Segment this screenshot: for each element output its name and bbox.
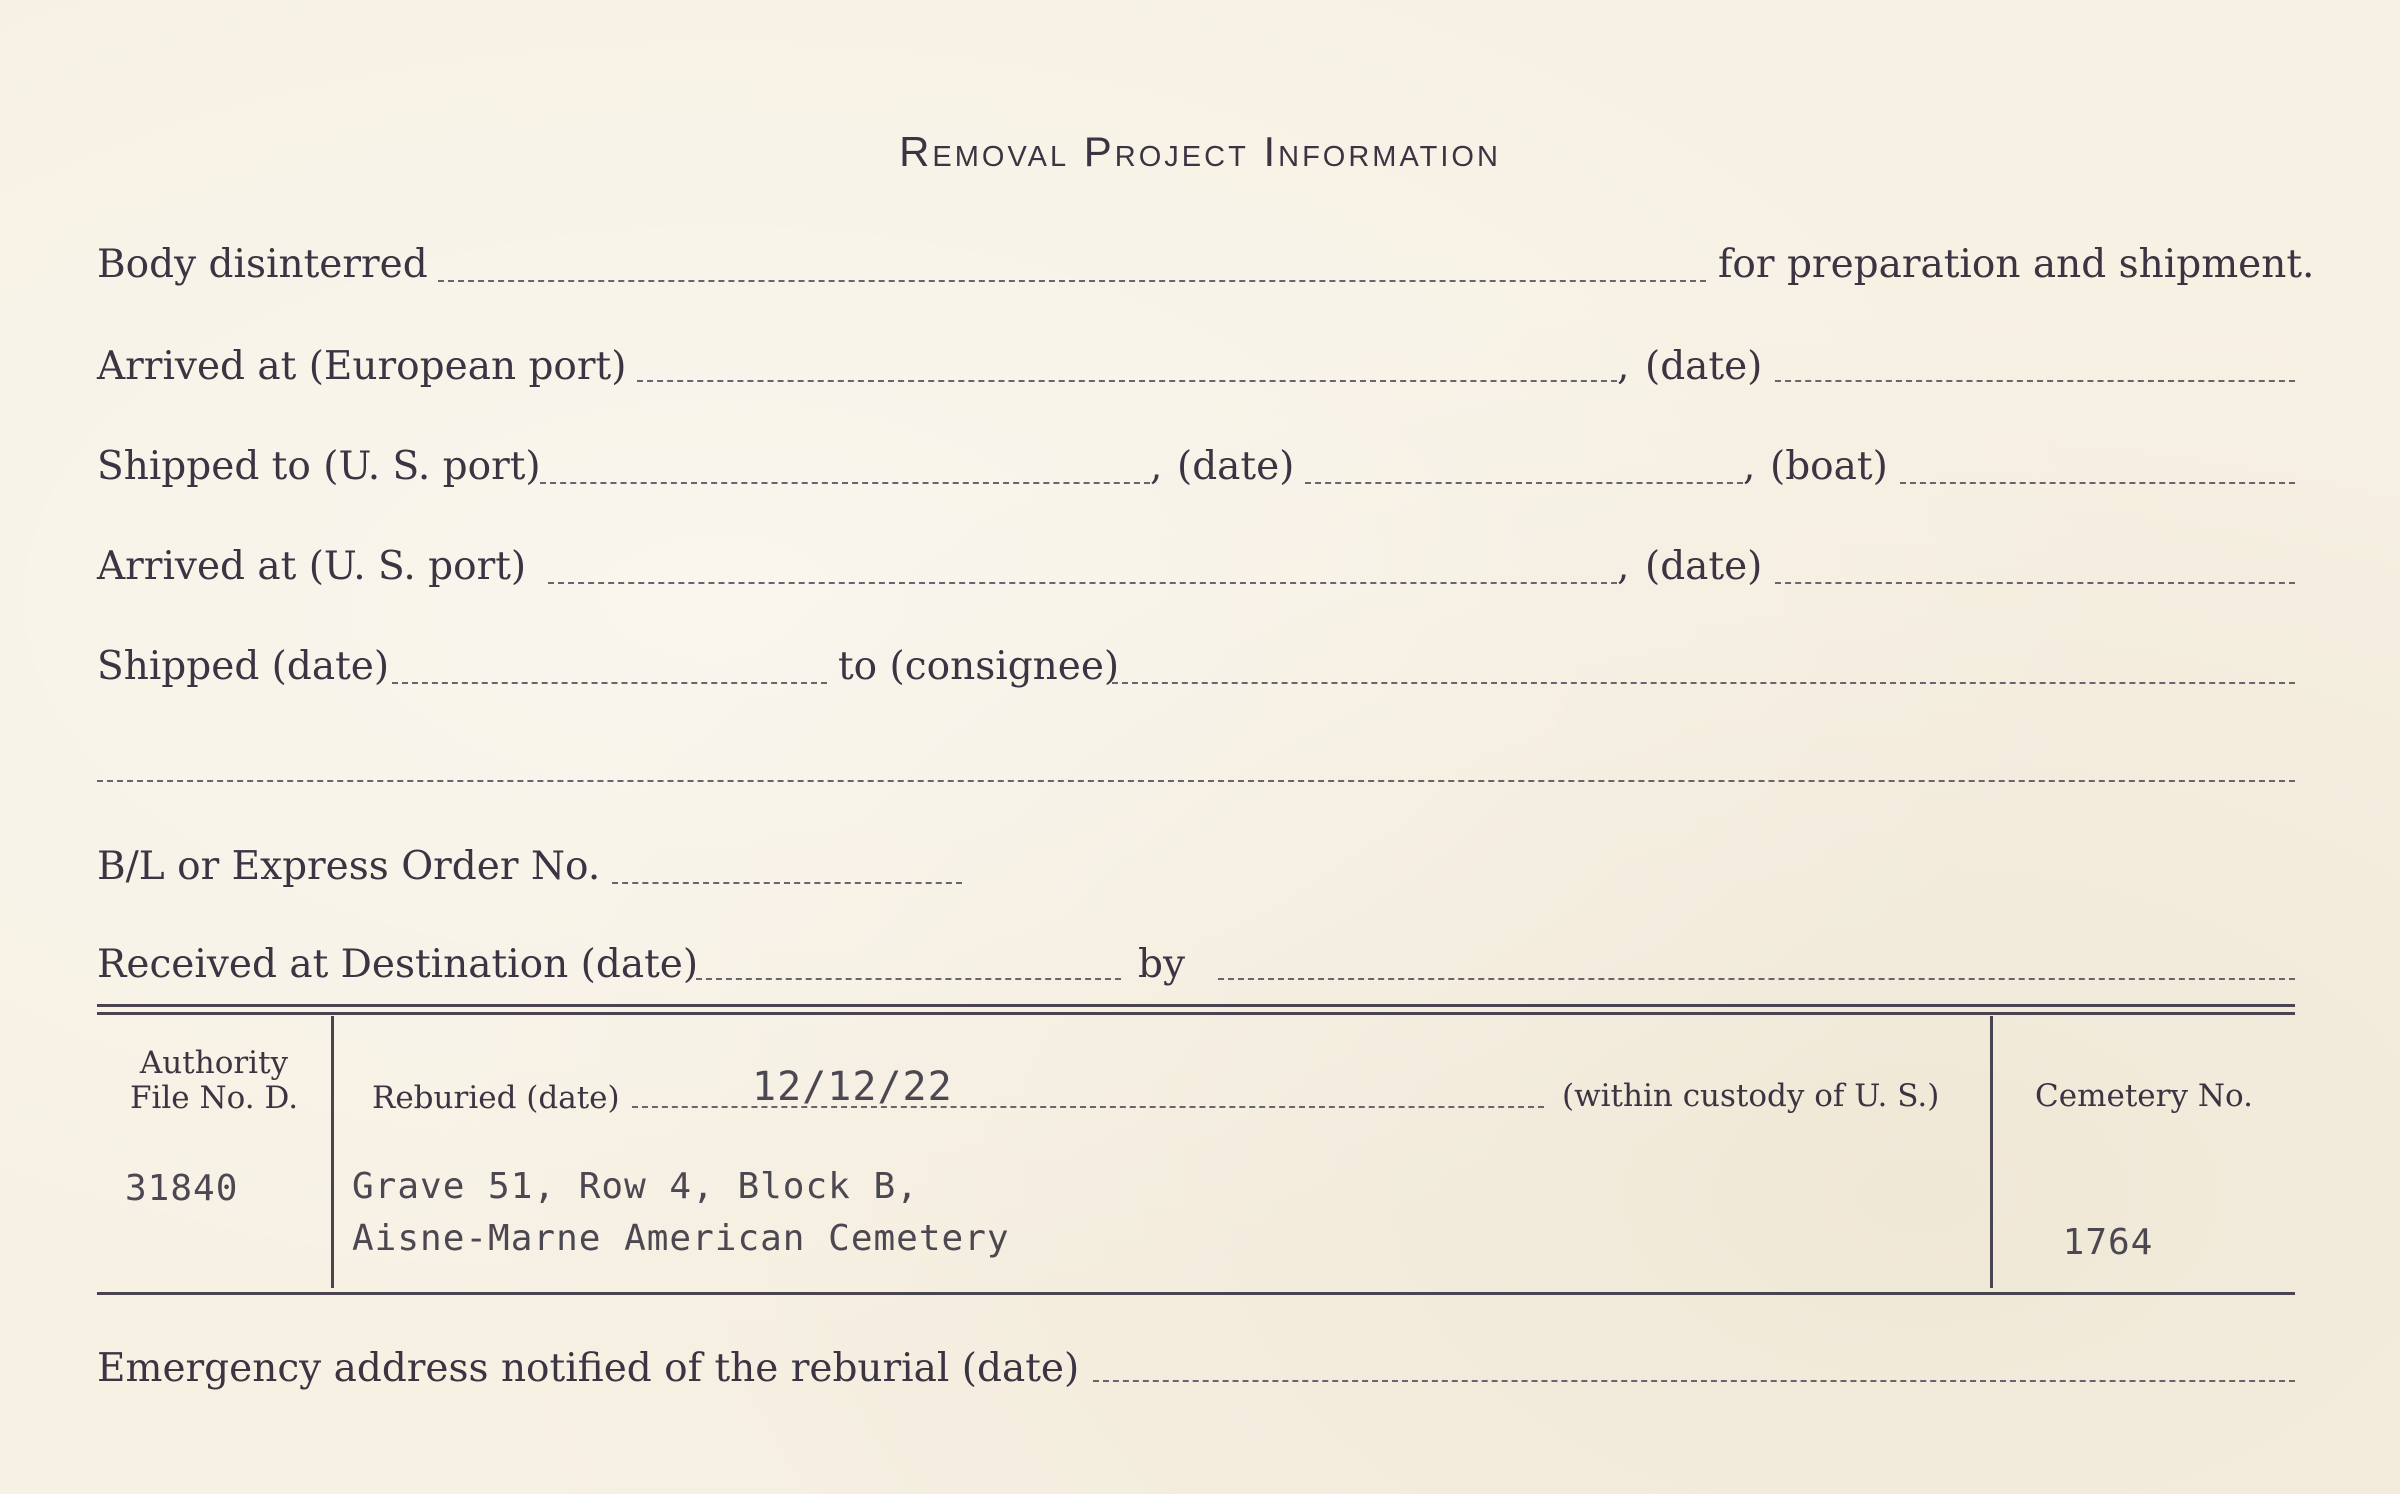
authority-file-number: 31840	[125, 1168, 239, 1209]
shipped-date-label: Shipped (date)	[97, 644, 390, 689]
received-date-field[interactable]	[696, 978, 1121, 980]
bl-express-order-field[interactable]	[612, 882, 962, 884]
boat-label: (boat)	[1770, 444, 1888, 489]
column-divider-left	[331, 1016, 334, 1288]
form-title: Removal Project Information	[899, 128, 1501, 175]
bl-express-order-label: B/L or Express Order No.	[97, 844, 601, 889]
us-port-field[interactable]	[540, 482, 1150, 484]
table-top-rule-inner	[97, 1012, 2295, 1015]
grave-location-line-1: Grave 51, Row 4, Block B,	[352, 1166, 919, 1207]
received-by-field[interactable]	[1218, 978, 2295, 980]
reburied-date-value: 12/12/22	[752, 1064, 953, 1110]
european-arrival-date-field[interactable]	[1775, 380, 2295, 382]
reburied-date-label: Reburied (date)	[372, 1080, 620, 1116]
file-no-label: File No. D.	[129, 1080, 299, 1116]
shipped-us-port-label: Shipped to (U. S. port)	[97, 444, 541, 489]
to-consignee-label: to (consignee)	[838, 644, 1120, 689]
arrived-european-port-label: Arrived at (European port)	[97, 344, 627, 389]
date-label: (date)	[1645, 544, 1763, 589]
arrived-us-port-field[interactable]	[548, 582, 1617, 584]
arrived-us-port-label: Arrived at (U. S. port)	[97, 544, 527, 589]
shipped-date-field[interactable]	[1305, 482, 1743, 484]
grave-location-line-2: Aisne-Marne American Cemetery	[352, 1218, 1010, 1259]
cemetery-number: 1764	[2062, 1222, 2154, 1263]
us-arrival-date-field[interactable]	[1775, 582, 2295, 584]
consignee-continuation-field[interactable]	[97, 780, 2295, 782]
comma: ,	[1617, 344, 1630, 389]
table-bottom-rule	[97, 1292, 2295, 1295]
boat-field[interactable]	[1900, 482, 2295, 484]
by-label: by	[1138, 942, 1185, 987]
table-top-rule	[97, 1004, 2295, 1007]
comma: ,	[1617, 544, 1630, 589]
emergency-notified-date-field[interactable]	[1093, 1380, 2295, 1382]
emergency-address-label: Emergency address notified of the reburial (date)	[97, 1346, 1080, 1391]
body-disinterred-field[interactable]	[438, 280, 1706, 282]
consignee-field[interactable]	[1112, 682, 2295, 684]
comma: ,	[1743, 444, 1756, 489]
within-custody-label: (within custody of U. S.)	[1562, 1078, 1940, 1114]
cemetery-no-label: Cemetery No.	[2035, 1078, 2253, 1114]
shipped-on-date-field[interactable]	[392, 682, 827, 684]
date-label: (date)	[1645, 344, 1763, 389]
date-label: (date)	[1177, 444, 1295, 489]
authority-label: Authority	[139, 1045, 289, 1081]
received-destination-label: Received at Destination (date)	[97, 942, 699, 987]
european-port-field[interactable]	[637, 380, 1617, 382]
for-preparation-label: for preparation and shipment.	[1718, 242, 2315, 287]
body-disinterred-label: Body disinterred	[97, 242, 428, 287]
comma: ,	[1150, 444, 1163, 489]
